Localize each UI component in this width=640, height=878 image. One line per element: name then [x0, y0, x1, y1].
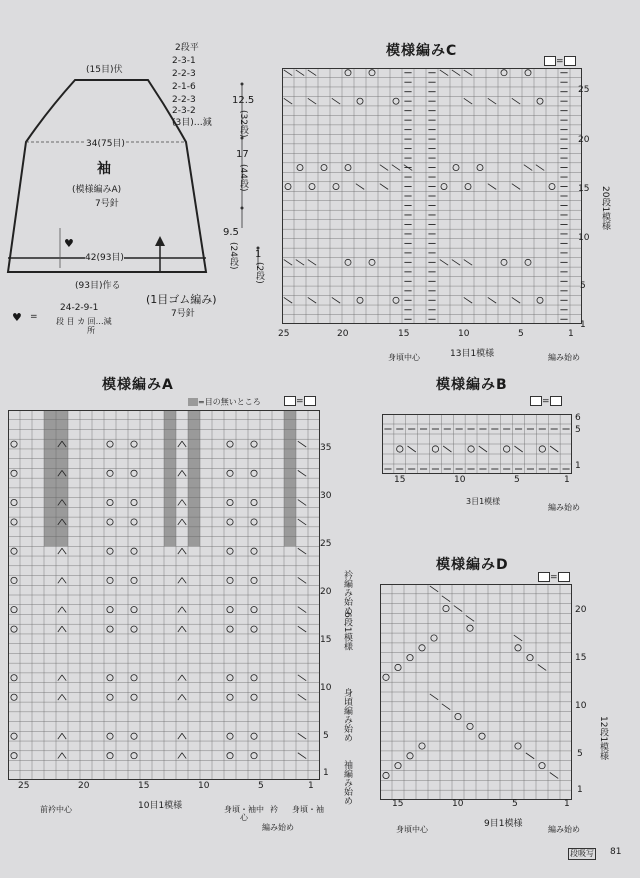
yarn-over-symbol	[407, 753, 413, 759]
chart-a-note-sleeve: 袖編み始め	[342, 760, 352, 805]
ssk-symbol	[442, 704, 450, 710]
ssk-symbol	[296, 260, 304, 266]
sleeve-width-lower: 42(93目)	[85, 253, 124, 263]
yarn-over-symbol	[345, 165, 351, 171]
dec-2: 2-3-1	[172, 56, 196, 66]
yarn-over-symbol	[131, 733, 137, 739]
yarn-over-symbol	[107, 606, 113, 612]
yarn-over-symbol	[357, 98, 363, 104]
yarn-over-symbol	[431, 635, 437, 641]
decrease-symbol	[178, 694, 186, 700]
chart-a-legend-gray: =目の無いところ	[188, 398, 261, 407]
ssk-symbol	[538, 665, 546, 671]
ssk-symbol	[332, 297, 340, 303]
height-2: 17	[236, 149, 249, 160]
yarn-over-symbol	[333, 183, 339, 189]
decrease-symbol	[178, 607, 186, 613]
ssk-symbol	[466, 615, 474, 621]
decrease-symbol	[178, 548, 186, 554]
ssk-symbol	[308, 70, 316, 76]
yarn-over-symbol	[383, 674, 389, 680]
yarn-over-symbol	[369, 70, 375, 76]
ssk-symbol	[308, 98, 316, 104]
ssk-symbol	[440, 260, 448, 266]
yarn-over-symbol	[11, 733, 17, 739]
yarn-over-symbol	[395, 664, 401, 670]
yarn-over-symbol	[251, 470, 257, 476]
yarn-over-symbol	[131, 753, 137, 759]
yarn-over-symbol	[539, 762, 545, 768]
heart-key: 段 目 カ 回…減	[56, 317, 112, 326]
yarn-over-symbol	[251, 753, 257, 759]
height-4: 1	[255, 249, 262, 260]
yarn-over-symbol	[251, 675, 257, 681]
yarn-over-symbol	[107, 499, 113, 505]
ssk-symbol	[550, 773, 558, 779]
yarn-over-symbol	[131, 499, 137, 505]
yarn-over-symbol	[107, 470, 113, 476]
dec-5: 2-2-3	[172, 95, 196, 105]
ssk-symbol	[332, 98, 340, 104]
yarn-over-symbol	[227, 626, 233, 632]
yarn-over-symbol	[11, 606, 17, 612]
yarn-over-symbol	[11, 519, 17, 525]
decrease-symbol	[58, 548, 66, 554]
height-4-rows: (2段)	[254, 262, 264, 284]
ssk-symbol	[298, 607, 306, 613]
yarn-over-symbol	[107, 753, 113, 759]
yarn-over-symbol	[227, 694, 233, 700]
chart-a-repeat: 10目1模様	[138, 801, 183, 811]
chart-a-start: 編み始め	[262, 823, 294, 832]
yarn-over-symbol	[11, 499, 17, 505]
yarn-over-symbol	[345, 70, 351, 76]
ssk-symbol	[512, 297, 520, 303]
ssk-symbol	[464, 70, 472, 76]
decrease-symbol	[178, 500, 186, 506]
yarn-over-symbol	[251, 733, 257, 739]
dec-1: 2段平	[175, 43, 199, 53]
chart-a-front-center: 前衿中心	[40, 805, 72, 814]
decrease-symbol	[58, 607, 66, 613]
yarn-over-symbol	[131, 470, 137, 476]
ssk-symbol	[298, 441, 306, 447]
yarn-over-symbol	[11, 753, 17, 759]
yarn-over-symbol	[251, 577, 257, 583]
yarn-over-symbol	[107, 441, 113, 447]
yarn-over-symbol	[131, 548, 137, 554]
chart-c-legend: =	[544, 56, 576, 67]
chart-a-collar: 衿	[270, 805, 278, 814]
chart-c-title: 模様編みC	[386, 43, 458, 59]
yarn-over-symbol	[383, 772, 389, 778]
ssk-symbol	[298, 733, 306, 739]
chart-d-center: 身頃中心	[396, 825, 428, 834]
chart-c-start: 編み始め	[548, 353, 580, 362]
chart-b-start: 編み始め	[548, 503, 580, 512]
yarn-over-symbol	[251, 606, 257, 612]
yarn-over-symbol	[503, 446, 509, 452]
ssk-symbol	[298, 753, 306, 759]
ssk-symbol	[479, 446, 487, 452]
ssk-symbol	[454, 606, 462, 612]
yarn-over-symbol	[11, 694, 17, 700]
yarn-over-symbol	[525, 70, 531, 76]
sleeve-needle: 7号針	[95, 199, 119, 209]
yarn-over-symbol	[107, 577, 113, 583]
ssk-symbol	[298, 626, 306, 632]
yarn-over-symbol	[467, 723, 473, 729]
chart-d-repeat: 9目1模様	[484, 819, 523, 829]
yarn-over-symbol	[11, 470, 17, 476]
yarn-over-symbol	[285, 183, 291, 189]
chart-a-title: 模様編みA	[102, 377, 174, 393]
yarn-over-symbol	[537, 297, 543, 303]
yarn-over-symbol	[479, 733, 485, 739]
ssk-symbol	[308, 297, 316, 303]
chart-b-legend: =	[530, 396, 562, 407]
yarn-over-symbol	[107, 519, 113, 525]
ssk-symbol	[356, 184, 364, 190]
yarn-over-symbol	[441, 183, 447, 189]
ssk-symbol	[524, 165, 532, 171]
ssk-symbol	[430, 586, 438, 592]
chart-d-start: 編み始め	[548, 825, 580, 834]
rib-needle: 7号針	[171, 309, 195, 319]
yarn-over-symbol	[477, 165, 483, 171]
dec-6: 2-3-2	[172, 106, 196, 116]
ssk-symbol	[488, 184, 496, 190]
yarn-over-symbol	[11, 577, 17, 583]
ssk-symbol	[514, 635, 522, 641]
yarn-over-symbol	[227, 606, 233, 612]
ssk-symbol	[512, 98, 520, 104]
ssk-symbol	[298, 577, 306, 583]
ssk-symbol	[488, 297, 496, 303]
chart-d-repeat-rows: 12段1模様	[598, 716, 608, 761]
decrease-symbol	[178, 470, 186, 476]
ssk-symbol	[464, 98, 472, 104]
chart-a-note-body: 身頃編み始め	[342, 688, 352, 742]
chart-c-center: 身頃中心	[388, 353, 420, 362]
sleeve-name: 袖	[97, 161, 111, 177]
yarn-over-symbol	[501, 70, 507, 76]
yarn-over-symbol	[251, 519, 257, 525]
chart-d-legend: =	[538, 572, 570, 583]
ssk-symbol	[298, 675, 306, 681]
yarn-over-symbol	[369, 259, 375, 265]
yarn-over-symbol	[549, 183, 555, 189]
decrease-symbol	[58, 733, 66, 739]
yarn-over-symbol	[251, 626, 257, 632]
yarn-over-symbol	[227, 470, 233, 476]
ssk-symbol	[550, 446, 558, 452]
decrease-symbol	[178, 675, 186, 681]
yarn-over-symbol	[227, 519, 233, 525]
yarn-over-symbol	[309, 183, 315, 189]
yarn-over-symbol	[11, 441, 17, 447]
yarn-over-symbol	[131, 694, 137, 700]
dec-4: 2-1-6	[172, 82, 196, 92]
yarn-over-symbol	[251, 694, 257, 700]
chart-a-legend: =	[284, 396, 316, 407]
ssk-symbol	[284, 98, 292, 104]
ssk-symbol	[443, 446, 451, 452]
yarn-over-symbol	[527, 654, 533, 660]
yarn-over-symbol	[227, 499, 233, 505]
yarn-over-symbol	[107, 733, 113, 739]
decrease-symbol	[178, 626, 186, 632]
yarn-over-symbol	[251, 441, 257, 447]
yarn-over-symbol	[251, 548, 257, 554]
yarn-over-symbol	[537, 98, 543, 104]
yarn-over-symbol	[525, 259, 531, 265]
yarn-over-symbol	[227, 548, 233, 554]
ssk-symbol	[392, 165, 400, 171]
yarn-over-symbol	[407, 654, 413, 660]
ssk-symbol	[452, 70, 460, 76]
chart-c-repeat: 13目1模様	[450, 349, 495, 359]
ssk-symbol	[536, 165, 544, 171]
yarn-over-symbol	[107, 675, 113, 681]
decrease-symbol	[178, 441, 186, 447]
yarn-over-symbol	[251, 499, 257, 505]
chart-b-title: 模様編みB	[436, 377, 508, 393]
heart-key-2: 所	[87, 326, 95, 335]
yarn-over-symbol	[357, 297, 363, 303]
chart-a-note-collar: 衿編み始め	[342, 570, 352, 615]
yarn-over-symbol	[131, 606, 137, 612]
yarn-over-symbol	[515, 743, 521, 749]
ssk-symbol	[464, 260, 472, 266]
yarn-over-symbol	[432, 446, 438, 452]
sleeve-pattern: (模様編みA)	[72, 185, 122, 195]
height-2-rows: (44段)	[238, 164, 248, 192]
chart-a-note-repeat: 6段1模様	[342, 612, 352, 651]
yarn-over-symbol	[107, 626, 113, 632]
yarn-over-symbol	[131, 441, 137, 447]
height-3-rows: (24段)	[228, 242, 238, 270]
heart-formula: 24-2-9-1	[60, 303, 99, 313]
yarn-over-symbol	[107, 694, 113, 700]
yarn-over-symbol	[455, 713, 461, 719]
height-3: 9.5	[223, 227, 239, 238]
decrease-symbol	[58, 577, 66, 583]
yarn-over-symbol	[227, 733, 233, 739]
yarn-over-symbol	[227, 675, 233, 681]
yarn-over-symbol	[393, 98, 399, 104]
ssk-symbol	[430, 694, 438, 700]
ssk-symbol	[512, 184, 520, 190]
yarn-over-symbol	[227, 753, 233, 759]
yarn-over-symbol	[515, 645, 521, 651]
height-1-rows: (32段)	[238, 110, 248, 138]
yarn-over-symbol	[11, 626, 17, 632]
height-dimensions	[220, 78, 270, 298]
ssk-symbol	[308, 260, 316, 266]
decrease-symbol	[178, 519, 186, 525]
yarn-over-symbol	[11, 548, 17, 554]
chart-d-title: 模様編みD	[436, 557, 509, 573]
sleeve-top-stitches: (15目)伏	[86, 65, 123, 75]
decrease-symbol	[58, 626, 66, 632]
yarn-over-symbol	[11, 675, 17, 681]
yarn-over-symbol	[131, 577, 137, 583]
ssk-symbol	[464, 297, 472, 303]
yarn-over-symbol	[539, 446, 545, 452]
yarn-over-symbol	[131, 675, 137, 681]
yarn-over-symbol	[107, 548, 113, 554]
decrease-symbol	[58, 753, 66, 759]
yarn-over-symbol	[395, 762, 401, 768]
ssk-symbol	[442, 596, 450, 602]
yarn-over-symbol	[131, 626, 137, 632]
heart-legend-mark: ♥	[12, 311, 22, 324]
yarn-over-symbol	[419, 743, 425, 749]
decrease-symbol	[178, 733, 186, 739]
height-1: 12.5	[232, 95, 255, 106]
yarn-over-symbol	[345, 259, 351, 265]
ssk-symbol	[440, 70, 448, 76]
yarn-over-symbol	[393, 297, 399, 303]
yarn-over-symbol	[468, 446, 474, 452]
yarn-over-symbol	[501, 259, 507, 265]
ssk-symbol	[296, 70, 304, 76]
dec-3: 2-2-3	[172, 69, 196, 79]
chart-a-body-sleeve: 身頃・袖	[292, 805, 324, 814]
ssk-symbol	[284, 260, 292, 266]
yarn-over-symbol	[443, 605, 449, 611]
chart-c-repeat-rows: 20段1模様	[600, 186, 610, 231]
yarn-over-symbol	[397, 446, 403, 452]
heart-mark: ♥	[64, 237, 74, 250]
ssk-symbol	[514, 446, 522, 452]
ssk-symbol	[284, 70, 292, 76]
yarn-over-symbol	[321, 165, 327, 171]
ssk-symbol	[452, 260, 460, 266]
ssk-symbol	[298, 519, 306, 525]
ssk-symbol	[408, 446, 416, 452]
ssk-symbol	[488, 98, 496, 104]
yarn-over-symbol	[297, 165, 303, 171]
decrease-symbol	[178, 753, 186, 759]
ssk-symbol	[298, 500, 306, 506]
ssk-symbol	[380, 165, 388, 171]
yarn-over-symbol	[131, 519, 137, 525]
footer-brand: 段吸写	[570, 849, 594, 858]
dec-7: (3目)…減	[172, 118, 212, 128]
yarn-over-symbol	[465, 183, 471, 189]
yarn-over-symbol	[419, 645, 425, 651]
sleeve-width-upper: 34(75目)	[86, 139, 125, 149]
ssk-symbol	[284, 297, 292, 303]
ssk-symbol	[380, 184, 388, 190]
ssk-symbol	[526, 753, 534, 759]
ssk-symbol	[298, 470, 306, 476]
sleeve-schematic: (15目)伏 2段平 2-3-1 2-2-3 2-1-6 2-2-3 2-3-2 (3目)…減 34(75目) 袖 (模様編みA) 7号針 ♥ 42(93目) (93目)作る ♥ = 24-2-9-1 段 目 カ 回…減 所 (1目ゴム編み) 7号針	[0, 0, 270, 330]
page-number: 81	[610, 847, 622, 857]
decrease-symbol	[178, 577, 186, 583]
chart-a-body-sleeve-center: 身頃・袖中心	[224, 805, 264, 822]
decrease-symbol	[58, 675, 66, 681]
chart-b-repeat: 3目1模様	[466, 497, 501, 506]
yarn-over-symbol	[227, 577, 233, 583]
ssk-symbol	[298, 694, 306, 700]
yarn-over-symbol	[467, 625, 473, 631]
ssk-symbol	[298, 548, 306, 554]
rib-label: (1目ゴム編み)	[146, 293, 217, 306]
sleeve-cast-on: (93目)作る	[75, 281, 121, 291]
yarn-over-symbol	[453, 165, 459, 171]
yarn-over-symbol	[227, 441, 233, 447]
decrease-symbol	[58, 694, 66, 700]
